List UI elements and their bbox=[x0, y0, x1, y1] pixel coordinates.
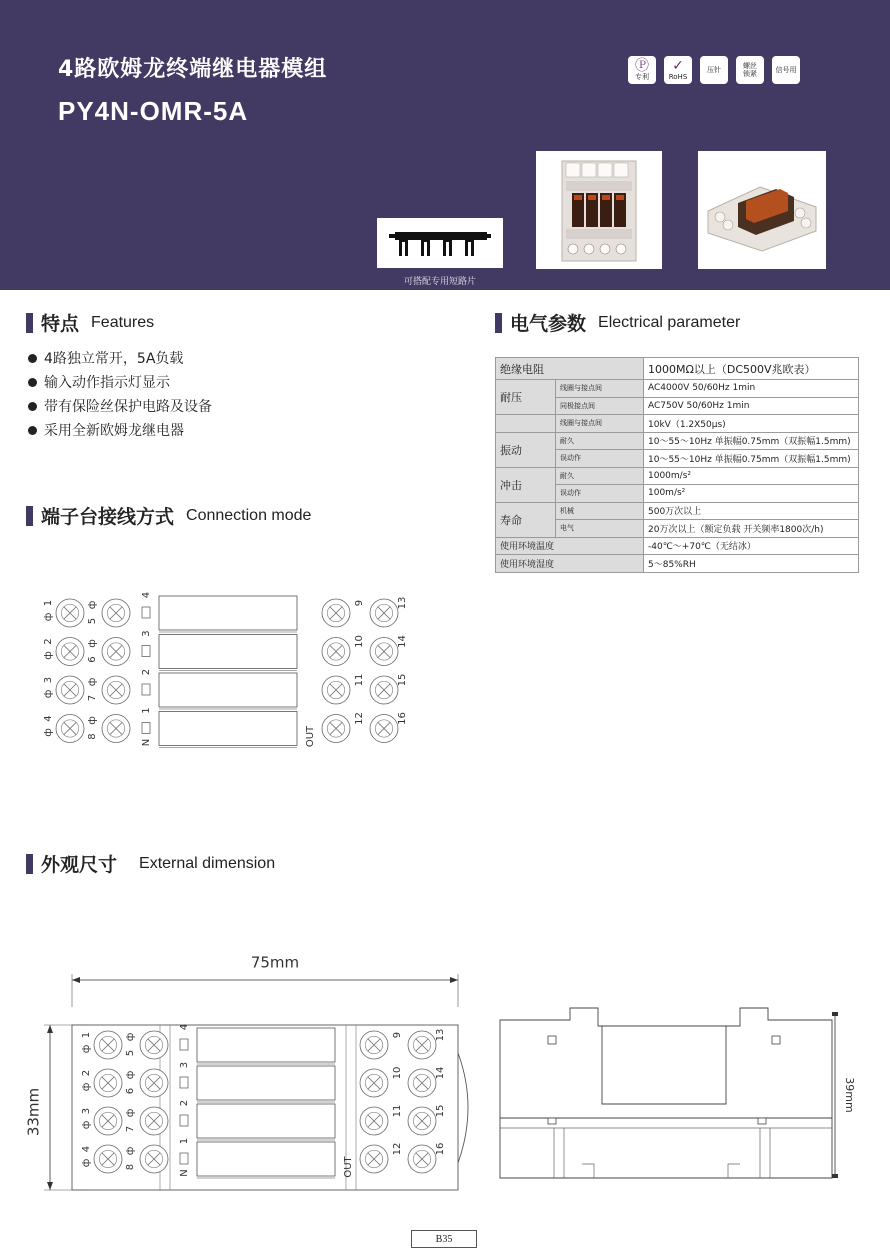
screw-terminal-icon bbox=[94, 1145, 122, 1173]
terminal-label: 10 bbox=[392, 1066, 403, 1080]
input-label: 2 bbox=[141, 668, 152, 676]
phase-symbol: ф bbox=[81, 1082, 92, 1092]
out-label: OUT bbox=[305, 725, 316, 748]
screw-terminal-icon bbox=[322, 715, 350, 743]
phase-symbol: ф bbox=[43, 612, 54, 622]
arrow-icon bbox=[47, 1182, 53, 1190]
rohs-icon: ✓ bbox=[672, 58, 684, 74]
relay-block bbox=[159, 673, 297, 707]
screw-terminal-icon bbox=[360, 1107, 388, 1135]
screw-terminal-icon bbox=[370, 676, 398, 704]
dimension-tick bbox=[832, 1174, 838, 1178]
table-row: 误动作 100m/s² bbox=[496, 485, 859, 503]
input-label: 4 bbox=[141, 591, 152, 599]
dimension-drawing-side bbox=[490, 1000, 870, 1190]
width-label: 75mm bbox=[250, 953, 300, 972]
arrow-icon bbox=[450, 977, 458, 983]
table-row: 使用环境湿度 5～85%RH bbox=[496, 555, 859, 573]
arrow-icon bbox=[72, 977, 80, 983]
terminal-label: 3 bbox=[43, 676, 54, 684]
screw-terminal-icon bbox=[360, 1145, 388, 1173]
signal-badge: 信号用 bbox=[772, 56, 800, 84]
terminal-label: 12 bbox=[354, 712, 365, 725]
module-iso-photo bbox=[698, 151, 826, 269]
terminal-label: 12 bbox=[392, 1142, 403, 1156]
input-label: 2 bbox=[179, 1099, 190, 1107]
screw-terminal-icon bbox=[102, 676, 130, 704]
terminal-label: 14 bbox=[397, 635, 408, 648]
terminal-label: 4 bbox=[43, 715, 54, 722]
arrow-icon bbox=[47, 1025, 53, 1033]
terminal-label: 1 bbox=[43, 599, 54, 607]
terminal-label: 13 bbox=[435, 1028, 446, 1042]
rohs-badge: ✓ RoHS bbox=[664, 56, 692, 84]
terminal-label: 7 bbox=[87, 694, 98, 702]
terminal-label: 3 bbox=[81, 1107, 92, 1115]
phase-symbol: ф bbox=[43, 728, 54, 737]
side-slot bbox=[772, 1036, 780, 1044]
section-marker bbox=[26, 313, 33, 333]
screw-terminal-icon bbox=[94, 1069, 122, 1097]
screw-terminal-icon bbox=[56, 599, 84, 627]
phase-symbol: ф bbox=[43, 689, 54, 699]
features-list bbox=[28, 346, 212, 442]
terminal-label: 6 bbox=[87, 656, 98, 663]
terminal-label: 6 bbox=[125, 1087, 136, 1095]
terminal-label: 8 bbox=[87, 733, 98, 740]
screw-terminal-icon bbox=[408, 1107, 436, 1135]
terminal-label: 9 bbox=[354, 599, 365, 607]
led-indicator bbox=[142, 684, 150, 695]
out-label: OUT bbox=[343, 1156, 354, 1178]
table-row: 寿命 机械 500万次以上 bbox=[496, 502, 859, 520]
phase-symbol: ф bbox=[81, 1158, 92, 1168]
side-slot bbox=[758, 1118, 766, 1124]
certification-badges bbox=[628, 56, 800, 84]
relay-block bbox=[159, 712, 297, 746]
input-label: 1 bbox=[141, 707, 152, 714]
side-slot bbox=[548, 1118, 556, 1124]
screw-terminal-icon bbox=[140, 1069, 168, 1097]
features-section-title: 特点 Features bbox=[26, 309, 154, 336]
table-row: 绝缘电阻 1000MΩ以上（DC500V兆欧表） bbox=[496, 358, 859, 380]
input-label: 4 bbox=[179, 1023, 190, 1031]
terminal-label: 5 bbox=[87, 617, 98, 625]
terminal-label: 1 bbox=[81, 1031, 92, 1039]
terminal-label: 7 bbox=[125, 1125, 136, 1133]
press-pin-badge: 压针 bbox=[700, 56, 728, 84]
terminal-label: 15 bbox=[397, 673, 408, 687]
page-number: B35 bbox=[411, 1230, 477, 1248]
din-clip bbox=[458, 1053, 468, 1163]
relay-block bbox=[197, 1104, 335, 1138]
screw-terminal-icon bbox=[370, 715, 398, 743]
led-indicator bbox=[180, 1115, 188, 1126]
header-band bbox=[0, 0, 890, 290]
screw-terminal-icon bbox=[140, 1107, 168, 1135]
relay-block bbox=[159, 635, 297, 669]
terminal-label: 2 bbox=[81, 1069, 92, 1077]
terminal-label: 10 bbox=[354, 635, 365, 648]
relay-block bbox=[197, 1028, 335, 1062]
terminal-label: 2 bbox=[43, 638, 54, 645]
screw-terminal-icon bbox=[56, 676, 84, 704]
phase-symbol: ф bbox=[87, 677, 98, 687]
n-label: N bbox=[141, 738, 152, 747]
phase-symbol: ф bbox=[125, 1070, 136, 1080]
screw-terminal-icon bbox=[360, 1031, 388, 1059]
connection-section-title: 端子台接线方式 Connection mode bbox=[26, 502, 311, 529]
jumper-bar-photo bbox=[377, 218, 503, 268]
screw-terminal-icon bbox=[140, 1145, 168, 1173]
table-row: 冲击 耐久 1000m/s² bbox=[496, 467, 859, 485]
side-slot bbox=[548, 1036, 556, 1044]
terminal-label: 16 bbox=[397, 712, 408, 725]
led-indicator bbox=[142, 607, 150, 618]
led-indicator bbox=[142, 723, 150, 734]
screw-terminal-icon bbox=[56, 715, 84, 743]
dimension-tick bbox=[832, 1012, 838, 1016]
screw-terminal-icon bbox=[94, 1031, 122, 1059]
terminal-label: 4 bbox=[81, 1145, 92, 1153]
table-row: 耐压 线圈与接点间 AC4000V 50/60Hz 1min bbox=[496, 380, 859, 398]
table-row: 电气 20万次以上（额定负载 开关频率1800次/h) bbox=[496, 520, 859, 538]
table-row: 线圈与接点间 10kV（1.2X50μs) bbox=[496, 415, 859, 433]
table-row: 振动 耐久 10～55～10Hz 单振幅0.75mm（双振幅1.5mm) bbox=[496, 432, 859, 450]
feature-item: 4路独立常开，5A负载 bbox=[28, 346, 212, 370]
screw-terminal-icon bbox=[322, 599, 350, 627]
phase-symbol: ф bbox=[125, 1146, 136, 1156]
input-label: 3 bbox=[179, 1061, 190, 1069]
terminal-label: 16 bbox=[435, 1142, 446, 1156]
phase-symbol: ф bbox=[81, 1120, 92, 1130]
patent-badge: Ⓟ 专利 bbox=[628, 56, 656, 84]
phase-symbol: ф bbox=[81, 1044, 92, 1054]
screw-terminal-icon bbox=[370, 638, 398, 666]
screw-terminal-icon bbox=[102, 638, 130, 666]
table-row: 误动作 10～55～10Hz 单振幅0.75mm（双振幅1.5mm) bbox=[496, 450, 859, 468]
section-marker bbox=[495, 313, 502, 333]
led-indicator bbox=[142, 646, 150, 657]
terminal-label: 14 bbox=[435, 1066, 446, 1080]
phase-symbol: ф bbox=[87, 716, 98, 725]
phase-symbol: ф bbox=[125, 1108, 136, 1118]
section-marker bbox=[26, 854, 33, 874]
n-label: N bbox=[179, 1169, 190, 1177]
terminal-label: 11 bbox=[392, 1104, 403, 1118]
product-model: PY4N-OMR-5A bbox=[58, 96, 249, 126]
screw-terminal-icon bbox=[370, 599, 398, 627]
connection-diagram bbox=[30, 585, 410, 755]
screw-terminal-icon bbox=[140, 1031, 168, 1059]
terminal-label: 13 bbox=[397, 596, 408, 610]
phase-symbol: ф bbox=[87, 639, 98, 648]
side-outline bbox=[500, 1008, 832, 1118]
screw-terminal-icon bbox=[322, 676, 350, 704]
screw-terminal-icon bbox=[408, 1069, 436, 1097]
terminal-label: 15 bbox=[435, 1104, 446, 1118]
table-row: 使用环境温度 -40℃～+70℃（无结冰） bbox=[496, 537, 859, 555]
height-label: 33mm bbox=[24, 1087, 43, 1137]
phase-symbol: ф bbox=[125, 1032, 136, 1042]
relay-block bbox=[197, 1066, 335, 1100]
dimension-section-title: 外观尺寸 External dimension bbox=[26, 850, 275, 877]
din-rail-base bbox=[500, 1118, 832, 1178]
terminal-label: 5 bbox=[125, 1049, 136, 1057]
electrical-parameter-table bbox=[495, 357, 859, 573]
screw-lock-badge: 螺丝 锁紧 bbox=[736, 56, 764, 84]
feature-item: 输入动作指示灯显示 bbox=[28, 370, 212, 394]
phase-symbol: ф bbox=[87, 600, 98, 610]
input-label: 3 bbox=[141, 630, 152, 637]
relay-block bbox=[159, 596, 297, 630]
screw-terminal-icon bbox=[94, 1107, 122, 1135]
relay-block bbox=[197, 1142, 335, 1176]
electrical-section-title: 电气参数 Electrical parameter bbox=[495, 309, 740, 336]
led-indicator bbox=[180, 1077, 188, 1088]
screw-terminal-icon bbox=[56, 638, 84, 666]
led-indicator bbox=[180, 1153, 188, 1164]
terminal-label: 8 bbox=[125, 1163, 136, 1171]
screw-terminal-icon bbox=[408, 1145, 436, 1173]
table-row: 同极接点间 AC750V 50/60Hz 1min bbox=[496, 397, 859, 415]
screw-terminal-icon bbox=[408, 1031, 436, 1059]
phase-symbol: ф bbox=[43, 651, 54, 660]
dimension-drawing-top bbox=[20, 945, 480, 1205]
input-label: 1 bbox=[179, 1137, 190, 1145]
screw-terminal-icon bbox=[360, 1069, 388, 1097]
feature-item: 采用全新欧姆龙继电器 bbox=[28, 418, 212, 442]
terminal-label: 9 bbox=[392, 1031, 403, 1039]
screw-terminal-icon bbox=[102, 715, 130, 743]
terminal-label: 11 bbox=[354, 673, 365, 687]
section-marker bbox=[26, 506, 33, 526]
led-indicator bbox=[180, 1039, 188, 1050]
jumper-caption: 可搭配专用短路片 bbox=[403, 277, 476, 287]
patent-icon: Ⓟ bbox=[635, 58, 649, 74]
screw-terminal-icon bbox=[322, 638, 350, 666]
feature-item: 带有保险丝保护电路及设备 bbox=[28, 394, 212, 418]
screw-terminal-icon bbox=[102, 599, 130, 627]
product-title-cn: 4路欧姆龙终端继电器模组 bbox=[58, 57, 328, 82]
module-front-photo bbox=[536, 151, 662, 269]
depth-label: 39mm bbox=[843, 1077, 856, 1113]
